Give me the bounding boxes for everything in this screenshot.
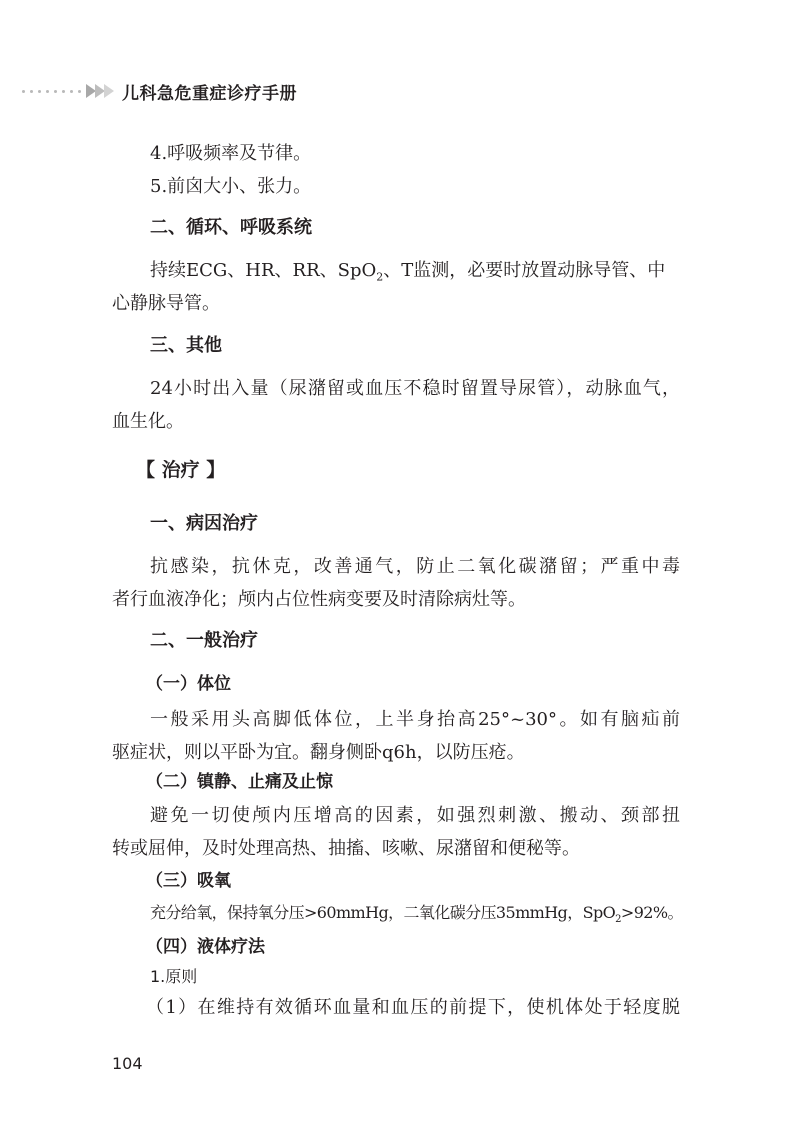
page-number: 104 — [112, 1054, 143, 1073]
header-dots-decoration — [22, 90, 81, 93]
text-line: 心静脉导管。 — [112, 293, 220, 314]
section-heading: 二、循环、呼吸系统 — [150, 217, 312, 238]
section-heading: 一、病因治疗 — [150, 513, 258, 534]
numbered-heading: 1.原则 — [150, 967, 198, 986]
header-arrows-icon — [87, 84, 114, 98]
book-title: 儿科急危重症诊疗手册 — [122, 83, 297, 104]
text-line: 者行血液净化；颅内占位性病变要及时清除病灶等。 — [112, 589, 526, 610]
subsection-heading: （四）液体疗法 — [146, 937, 265, 957]
subsection-heading: （三）吸氧 — [146, 871, 231, 891]
section-heading: 三、其他 — [150, 335, 222, 356]
treatment-label: 【 治疗 】 — [136, 459, 226, 481]
text-line: 抗感染，抗休克，改善通气，防止二氧化碳潴留；严重中毒 — [150, 556, 680, 577]
text-line: 5.前囟大小、张力。 — [150, 176, 312, 197]
text-line: 4.呼吸频率及节律。 — [150, 143, 312, 164]
text-line: 持续ECG、HR、RR、SpO$_2$、T监测，必要时放置动脉导管、中 — [150, 260, 666, 284]
text-line: 一般采用头高脚低体位，上半身抬高25°~30°。如有脑疝前 — [150, 709, 680, 730]
text-line: 24小时出入量（尿潴留或血压不稳时留置导尿管），动脉血气， — [150, 378, 680, 399]
subsection-heading: （二）镇静、止痛及止惊 — [146, 772, 333, 792]
subsection-heading: （一）体位 — [146, 674, 231, 694]
text-line: 驱症状，则以平卧为宜。翻身侧卧q6h，以防压疮。 — [112, 742, 525, 763]
text-line: 充分给氧，保持氧分压>60mmHg，二氧化碳分压35mmHg，SpO$_2$>92%。 — [150, 903, 683, 926]
text-line: 转或屈伸，及时处理高热、抽搐、咳嗽、尿潴留和便秘等。 — [112, 838, 580, 859]
running-header — [22, 78, 297, 104]
text-line: 避免一切使颅内压增高的因素，如强烈刺激、搬动、颈部扭 — [150, 805, 680, 826]
text-line: （1）在维持有效循环血量和血压的前提下，使机体处于轻度脱 — [146, 997, 680, 1018]
text-line: 血生化。 — [112, 411, 184, 432]
section-heading: 二、一般治疗 — [150, 630, 258, 651]
